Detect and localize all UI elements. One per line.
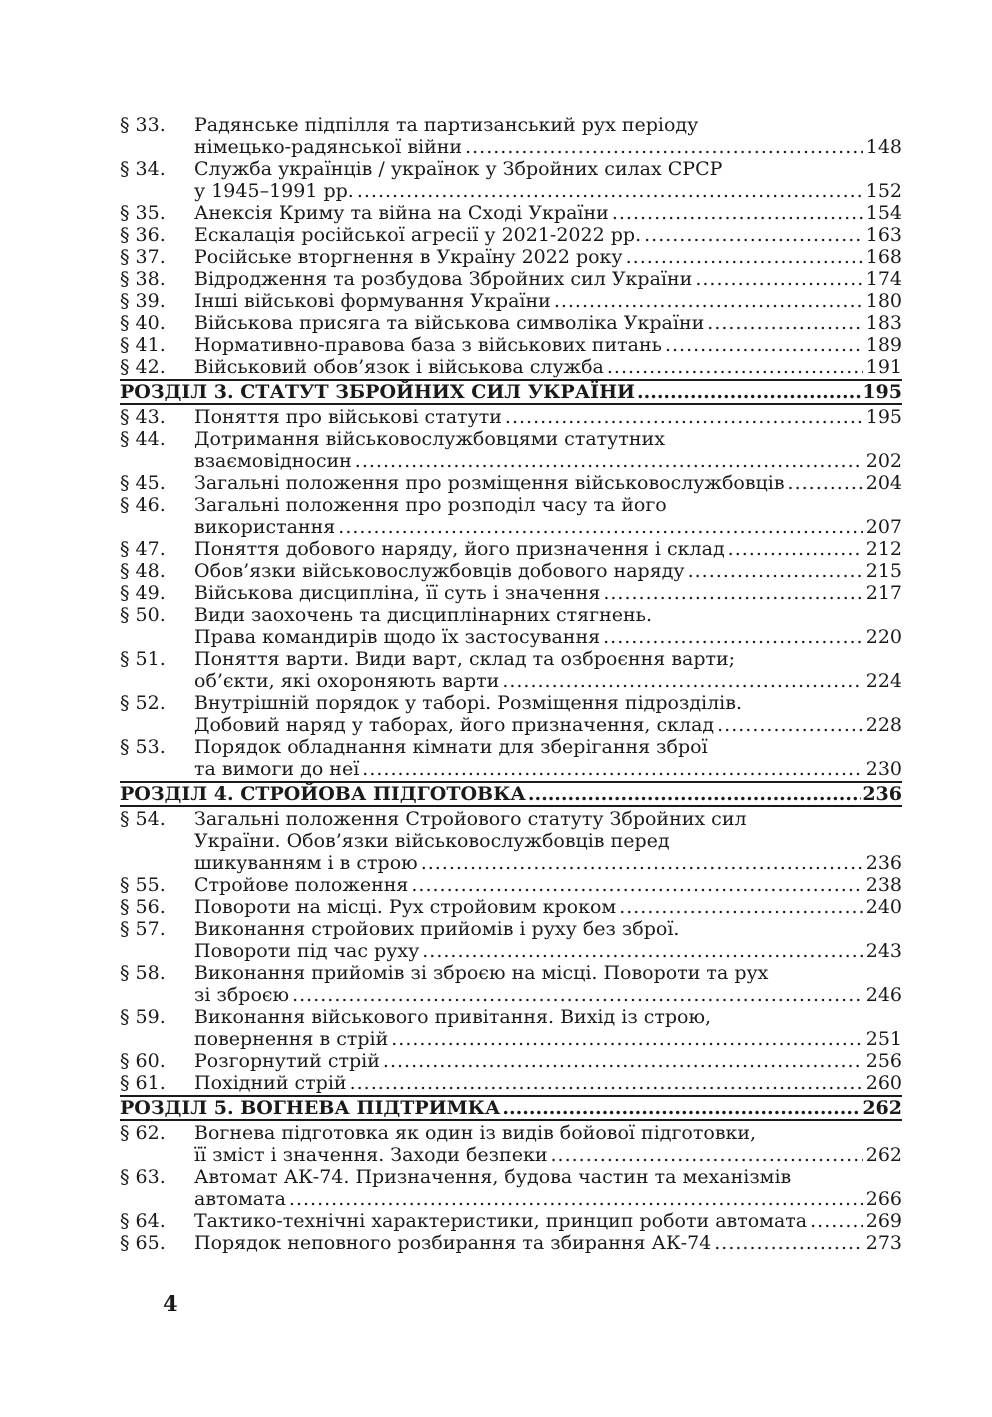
toc-entry bbox=[120, 268, 902, 290]
entry-title-line: повернення в стрій bbox=[194, 1028, 389, 1050]
entry-last-line bbox=[194, 940, 902, 962]
entry-title-line: Автомат АК-74. Призначення, будова частин та механізмів bbox=[194, 1166, 792, 1188]
entry-last-line bbox=[194, 1072, 902, 1094]
entry-body bbox=[194, 114, 902, 158]
dot-leader bbox=[603, 582, 862, 604]
entry-last-line bbox=[194, 984, 902, 1006]
dot-leader bbox=[411, 874, 862, 896]
paragraph-number: § 54. bbox=[120, 808, 166, 830]
entry-last-line bbox=[194, 1188, 902, 1210]
entry-body bbox=[194, 1006, 902, 1050]
entry-body bbox=[194, 560, 902, 582]
paragraph-number: § 36. bbox=[120, 224, 166, 246]
paragraph-number: § 61. bbox=[120, 1072, 166, 1094]
dot-leader bbox=[502, 670, 862, 692]
entry-last-line bbox=[194, 670, 902, 692]
entry-body bbox=[194, 736, 902, 780]
entry-last-line bbox=[194, 874, 902, 896]
entry-body bbox=[194, 582, 902, 604]
paragraph-number: § 38. bbox=[120, 268, 166, 290]
entry-body bbox=[194, 692, 902, 736]
entry-title-line: її зміст і значення. Заходи безпеки bbox=[194, 1144, 548, 1166]
entry-last-line bbox=[194, 1050, 902, 1072]
toc-entry bbox=[120, 356, 902, 378]
entry-title-line: Відродження та розбудова Збройних сил України bbox=[194, 268, 693, 290]
entry-body bbox=[194, 538, 902, 560]
entry-body bbox=[194, 312, 902, 334]
page-ref: 195 bbox=[865, 406, 902, 428]
entry-title-line: об’єкти, які охороняють варти bbox=[194, 670, 500, 692]
entry-title-line: Стройове положення bbox=[194, 874, 409, 896]
page-ref: 152 bbox=[865, 180, 902, 202]
entry-body bbox=[194, 1210, 902, 1232]
page-ref: 228 bbox=[865, 714, 902, 736]
entry-body bbox=[194, 428, 902, 472]
dot-leader bbox=[688, 560, 863, 582]
entry-last-line bbox=[194, 1232, 902, 1254]
dot-leader bbox=[603, 626, 863, 648]
entry-title-line: Виконання військового привітання. Вихід із строю, bbox=[194, 1006, 712, 1028]
paragraph-number: § 57. bbox=[120, 918, 166, 940]
dot-leader bbox=[717, 714, 863, 736]
toc-entry bbox=[120, 312, 902, 334]
entry-body bbox=[194, 472, 902, 494]
page-ref: 191 bbox=[865, 356, 902, 378]
entry-title-line: Поняття добового наряду, його призначення і склад bbox=[194, 538, 725, 560]
dot-leader bbox=[505, 406, 863, 428]
page-ref: 215 bbox=[865, 560, 902, 582]
entry-last-line bbox=[194, 202, 902, 224]
entry-last-line bbox=[194, 516, 902, 538]
dot-leader bbox=[422, 940, 862, 962]
entry-title-line: Військовий обов’язок і військова служба bbox=[194, 356, 604, 378]
paragraph-number: § 58. bbox=[120, 962, 166, 984]
entry-last-line bbox=[194, 290, 902, 312]
entry-title-line: у 1945–1991 рр. bbox=[194, 180, 354, 202]
dot-leader bbox=[810, 1210, 863, 1232]
entry-last-line bbox=[194, 246, 902, 268]
entry-last-line bbox=[194, 406, 902, 428]
entry-body bbox=[194, 604, 902, 648]
section-title: РОЗДІЛ 4. СТРОЙОВА ПІДГОТОВКА bbox=[120, 783, 526, 805]
entry-title-line: автомата bbox=[194, 1188, 286, 1210]
entry-last-line bbox=[194, 1210, 902, 1232]
toc-entry bbox=[120, 158, 902, 202]
entry-title-line: Нормативно-правова база з військових питань bbox=[194, 334, 662, 356]
page-ref: 273 bbox=[865, 1232, 902, 1254]
dot-leader bbox=[665, 334, 863, 356]
dot-leader bbox=[355, 450, 863, 472]
page-ref: 236 bbox=[865, 852, 902, 874]
entry-title-line: Вогнева підготовка як один із видів бойової підготовки, bbox=[194, 1122, 757, 1144]
entry-title-line: Права командирів щодо їх застосування bbox=[194, 626, 601, 648]
paragraph-number: § 34. bbox=[120, 158, 166, 180]
entry-last-line bbox=[194, 714, 902, 736]
dot-leader bbox=[788, 472, 863, 494]
paragraph-number: § 43. bbox=[120, 406, 166, 428]
entry-title-line: Дотримання військовослужбовцями статутних bbox=[194, 428, 665, 450]
page-ref: 148 bbox=[865, 136, 902, 158]
dot-leader bbox=[383, 1050, 863, 1072]
toc-entry bbox=[120, 582, 902, 604]
dot-leader bbox=[421, 852, 863, 874]
entry-title-line: Ескалація російської агресії у 2021-2022 рр. bbox=[194, 224, 642, 246]
entry-title-line: Порядок неповного розбирання та збирання АК-74 bbox=[194, 1232, 712, 1254]
page-ref: 220 bbox=[865, 626, 902, 648]
paragraph-number: § 37. bbox=[120, 246, 166, 268]
paragraph-number: § 42. bbox=[120, 356, 166, 378]
paragraph-number: § 33. bbox=[120, 114, 166, 136]
entry-title-line: Анексія Криму та війна на Сході України bbox=[194, 202, 609, 224]
page-ref: 217 bbox=[865, 582, 902, 604]
dot-leader bbox=[695, 268, 862, 290]
paragraph-number: § 41. bbox=[120, 334, 166, 356]
toc-entry bbox=[120, 290, 902, 312]
dot-leader bbox=[554, 290, 863, 312]
entry-last-line bbox=[194, 334, 902, 356]
entry-body bbox=[194, 1232, 902, 1254]
paragraph-number: § 35. bbox=[120, 202, 166, 224]
entry-body bbox=[194, 808, 902, 874]
entry-title-line: Види заохочень та дисциплінарних стягнень. bbox=[194, 604, 653, 626]
toc-entry bbox=[120, 648, 902, 692]
section-heading bbox=[120, 781, 902, 807]
dot-leader bbox=[362, 758, 862, 780]
entry-last-line bbox=[194, 472, 902, 494]
toc-entry bbox=[120, 560, 902, 582]
entry-last-line bbox=[194, 224, 902, 246]
entry-last-line bbox=[194, 758, 902, 780]
section-title: РОЗДІЛ 5. ВОГНЕВА ПІДТРИМКА bbox=[120, 1097, 501, 1119]
entry-title-line: Поняття варти. Види варт, склад та озброєння варти; bbox=[194, 648, 736, 670]
paragraph-number: § 50. bbox=[120, 604, 166, 626]
dot-leader bbox=[465, 136, 863, 158]
paragraph-number: § 53. bbox=[120, 736, 166, 758]
entry-last-line bbox=[194, 626, 902, 648]
entry-title-line: Тактико-технічні характеристики, принцип роботи автомата bbox=[194, 1210, 808, 1232]
entry-body bbox=[194, 224, 902, 246]
toc-entry bbox=[120, 334, 902, 356]
entry-last-line bbox=[194, 852, 902, 874]
page-ref: 246 bbox=[865, 984, 902, 1006]
paragraph-number: § 46. bbox=[120, 494, 166, 516]
paragraph-number: § 48. bbox=[120, 560, 166, 582]
entry-title-line: зі зброєю bbox=[194, 984, 290, 1006]
toc-entry bbox=[120, 472, 902, 494]
toc-entry bbox=[120, 114, 902, 158]
toc-entry bbox=[120, 1210, 902, 1232]
toc-entry bbox=[120, 962, 902, 1006]
dot-leader bbox=[502, 1097, 861, 1119]
dot-leader bbox=[707, 312, 862, 334]
toc-entry bbox=[120, 1122, 902, 1166]
entry-title-line: Військова дисципліна, її суть і значення bbox=[194, 582, 601, 604]
entry-title-line: Похідний стрій bbox=[194, 1072, 347, 1094]
entry-title-line: Повороти на місці. Рух стройовим кроком bbox=[194, 896, 617, 918]
entry-title-line: використання bbox=[194, 516, 336, 538]
entry-body bbox=[194, 406, 902, 428]
dot-leader bbox=[644, 224, 863, 246]
section-title: РОЗДІЛ 3. СТАТУТ ЗБРОЙНИХ СИЛ УКРАЇНИ bbox=[120, 381, 635, 403]
entry-body bbox=[194, 962, 902, 1006]
entry-title-line: Загальні положення про розміщення військовослужбовців bbox=[194, 472, 785, 494]
toc-entry bbox=[120, 1166, 902, 1210]
paragraph-number: § 49. bbox=[120, 582, 166, 604]
entry-body bbox=[194, 494, 902, 538]
paragraph-number: § 40. bbox=[120, 312, 166, 334]
entry-title-line: Російське вторгнення в Україну 2022 року bbox=[194, 246, 623, 268]
entry-last-line bbox=[194, 1028, 902, 1050]
page-ref: 238 bbox=[865, 874, 902, 896]
section-heading bbox=[120, 379, 902, 405]
paragraph-number: § 45. bbox=[120, 472, 166, 494]
dot-leader bbox=[551, 1144, 863, 1166]
page-ref: 174 bbox=[865, 268, 902, 290]
page-ref: 243 bbox=[865, 940, 902, 962]
entry-last-line bbox=[194, 582, 902, 604]
paragraph-number: § 39. bbox=[120, 290, 166, 312]
entry-last-line bbox=[194, 356, 902, 378]
paragraph-number: § 56. bbox=[120, 896, 166, 918]
dot-leader bbox=[350, 1072, 863, 1094]
paragraph-number: § 55. bbox=[120, 874, 166, 896]
entry-title-line: Радянське підпілля та партизанський рух періоду bbox=[194, 114, 699, 136]
dot-leader bbox=[612, 202, 863, 224]
entry-title-line: Поняття про військові статути bbox=[194, 406, 502, 428]
section-heading bbox=[120, 1095, 902, 1121]
page-ref: 168 bbox=[865, 246, 902, 268]
page-ref: 236 bbox=[862, 783, 902, 805]
entry-title-line: Виконання прийомів зі зброєю на місці. Повороти та рух bbox=[194, 962, 769, 984]
entry-title-line: Добовий наряд у таборах, його призначення, склад bbox=[194, 714, 715, 736]
toc-entry bbox=[120, 1072, 902, 1094]
toc-entry bbox=[120, 808, 902, 874]
dot-leader bbox=[391, 1028, 862, 1050]
toc-entry bbox=[120, 1006, 902, 1050]
page-ref: 224 bbox=[865, 670, 902, 692]
entry-body bbox=[194, 874, 902, 896]
dot-leader bbox=[626, 246, 863, 268]
page-ref: 204 bbox=[865, 472, 902, 494]
dot-leader bbox=[289, 1188, 863, 1210]
toc-entry bbox=[120, 692, 902, 736]
toc-entry bbox=[120, 1050, 902, 1072]
toc-entry bbox=[120, 918, 902, 962]
paragraph-number: § 60. bbox=[120, 1050, 166, 1072]
entry-last-line bbox=[194, 896, 902, 918]
entry-title-line: України. Обов’язки військовослужбовців перед bbox=[194, 830, 670, 852]
entry-title-line: та вимоги до неї bbox=[194, 758, 360, 780]
page-ref: 266 bbox=[865, 1188, 902, 1210]
entry-body bbox=[194, 1050, 902, 1072]
entry-body bbox=[194, 1166, 902, 1210]
entry-body bbox=[194, 1072, 902, 1094]
entry-title-line: Обов’язки військовослужбовців добового наряду bbox=[194, 560, 685, 582]
dot-leader bbox=[607, 356, 863, 378]
paragraph-number: § 59. bbox=[120, 1006, 166, 1028]
entry-last-line bbox=[194, 268, 902, 290]
page-ref: 260 bbox=[865, 1072, 902, 1094]
page-ref: 195 bbox=[862, 381, 902, 403]
entry-title-line: Внутрішній порядок у таборі. Розміщення підрозділів. bbox=[194, 692, 742, 714]
page-number: 4 bbox=[163, 1291, 178, 1316]
page-ref: 189 bbox=[865, 334, 902, 356]
entry-title-line: Служба українців / українок у Збройних силах СРСР bbox=[194, 158, 723, 180]
page-ref: 256 bbox=[865, 1050, 902, 1072]
entry-body bbox=[194, 648, 902, 692]
entry-last-line bbox=[194, 560, 902, 582]
entry-body bbox=[194, 268, 902, 290]
page-ref: 180 bbox=[865, 290, 902, 312]
entry-body bbox=[194, 1122, 902, 1166]
entry-title-line: Виконання стройових прийомів і руху без зброї. bbox=[194, 918, 680, 940]
toc-entry bbox=[120, 494, 902, 538]
entry-body bbox=[194, 202, 902, 224]
page-ref: 202 bbox=[865, 450, 902, 472]
toc-entry bbox=[120, 202, 902, 224]
paragraph-number: § 47. bbox=[120, 538, 166, 560]
page-ref: 269 bbox=[865, 1210, 902, 1232]
toc-entry bbox=[120, 246, 902, 268]
entry-title-line: Порядок обладнання кімнати для зберігання зброї bbox=[194, 736, 708, 758]
entry-last-line bbox=[194, 312, 902, 334]
entry-title-line: Розгорнутий стрій bbox=[194, 1050, 380, 1072]
paragraph-number: § 52. bbox=[120, 692, 166, 714]
toc-entry bbox=[120, 406, 902, 428]
page-ref: 262 bbox=[865, 1144, 902, 1166]
dot-leader bbox=[619, 896, 863, 918]
entry-last-line bbox=[194, 180, 902, 202]
page-ref: 207 bbox=[865, 516, 902, 538]
paragraph-number: § 62. bbox=[120, 1122, 166, 1144]
toc-entry bbox=[120, 896, 902, 918]
page-ref: 251 bbox=[865, 1028, 902, 1050]
table-of-contents bbox=[120, 114, 902, 1254]
entry-body bbox=[194, 246, 902, 268]
entry-body bbox=[194, 356, 902, 378]
dot-leader bbox=[292, 984, 863, 1006]
dot-leader bbox=[338, 516, 862, 538]
entry-last-line bbox=[194, 136, 902, 158]
page-ref: 230 bbox=[865, 758, 902, 780]
paragraph-number: § 65. bbox=[120, 1232, 166, 1254]
entry-body bbox=[194, 896, 902, 918]
entry-title-line: Військова присяга та військова символіка України bbox=[194, 312, 705, 334]
page-ref: 183 bbox=[865, 312, 902, 334]
paragraph-number: § 44. bbox=[120, 428, 166, 450]
entry-last-line bbox=[194, 450, 902, 472]
dot-leader bbox=[714, 1232, 862, 1254]
toc-entry bbox=[120, 1232, 902, 1254]
dot-leader bbox=[357, 180, 863, 202]
toc-entry bbox=[120, 224, 902, 246]
entry-title-line: взаємовідносин bbox=[194, 450, 352, 472]
dot-leader bbox=[728, 538, 863, 560]
dot-leader bbox=[637, 381, 861, 403]
entry-title-line: Інші військові формування України bbox=[194, 290, 551, 312]
entry-title-line: Повороти під час руху bbox=[194, 940, 420, 962]
entry-title-line: шикуванням і в строю bbox=[194, 852, 418, 874]
toc-entry bbox=[120, 538, 902, 560]
page-ref: 163 bbox=[865, 224, 902, 246]
page-ref: 240 bbox=[865, 896, 902, 918]
entry-last-line bbox=[194, 1144, 902, 1166]
entry-body bbox=[194, 918, 902, 962]
entry-body bbox=[194, 334, 902, 356]
paragraph-number: § 51. bbox=[120, 648, 166, 670]
paragraph-number: § 64. bbox=[120, 1210, 166, 1232]
dot-leader bbox=[528, 783, 861, 805]
entry-title-line: Загальні положення про розподіл часу та його bbox=[194, 494, 667, 516]
entry-title-line: Загальні положення Стройового статуту Збройних сил bbox=[194, 808, 747, 830]
entry-last-line bbox=[194, 538, 902, 560]
paragraph-number: § 63. bbox=[120, 1166, 166, 1188]
entry-body bbox=[194, 158, 902, 202]
entry-title-line: німецько-радянської війни bbox=[194, 136, 463, 158]
toc-entry bbox=[120, 736, 902, 780]
toc-entry bbox=[120, 604, 902, 648]
page-ref: 154 bbox=[865, 202, 902, 224]
toc-entry bbox=[120, 428, 902, 472]
toc-entry bbox=[120, 874, 902, 896]
page-ref: 262 bbox=[862, 1097, 902, 1119]
page-ref: 212 bbox=[865, 538, 902, 560]
entry-body bbox=[194, 290, 902, 312]
